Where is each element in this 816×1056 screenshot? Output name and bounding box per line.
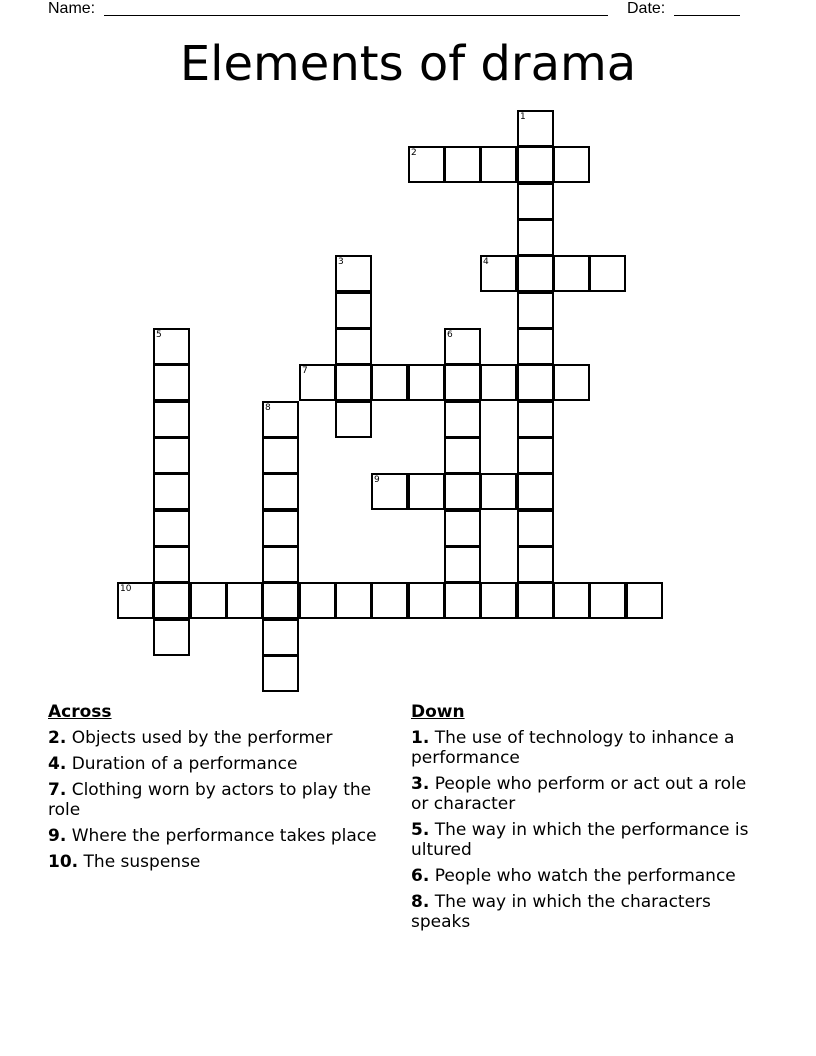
clue-number: 5 xyxy=(156,330,162,340)
clue-item xyxy=(48,780,378,820)
clue-number: 4 xyxy=(483,257,489,267)
grid-cell[interactable] xyxy=(480,146,517,183)
grid-cell[interactable] xyxy=(517,292,554,329)
grid-cell[interactable] xyxy=(589,582,626,619)
grid-cell[interactable] xyxy=(408,582,445,619)
clue-number: 10 xyxy=(120,584,132,594)
grid-cell[interactable] xyxy=(517,219,554,256)
grid-cell[interactable] xyxy=(589,255,626,292)
clue-item-number: 3. xyxy=(411,774,430,794)
grid-cell[interactable] xyxy=(408,473,445,510)
clue-item xyxy=(411,892,756,932)
grid-cell[interactable] xyxy=(517,328,554,365)
name-label: Name: xyxy=(48,0,96,17)
across-clues xyxy=(48,702,378,878)
grid-cell[interactable] xyxy=(335,255,372,292)
grid-cell[interactable] xyxy=(190,582,227,619)
grid-cell[interactable] xyxy=(335,364,372,401)
grid-cell[interactable] xyxy=(626,582,663,619)
grid-cell[interactable] xyxy=(335,582,372,619)
grid-cell[interactable] xyxy=(517,146,554,183)
grid-cell[interactable] xyxy=(444,582,481,619)
grid-cell[interactable] xyxy=(408,146,445,183)
down-heading: Down xyxy=(411,702,465,722)
grid-cell[interactable] xyxy=(153,473,190,510)
clue-item-number: 10. xyxy=(48,852,79,872)
grid-cell[interactable] xyxy=(117,582,154,619)
grid-cell[interactable] xyxy=(153,364,190,401)
clue-item-number: 1. xyxy=(411,728,430,748)
clue-item-text: The way in which the characters speaks xyxy=(411,892,711,932)
clue-item xyxy=(411,728,756,768)
grid-cell[interactable] xyxy=(480,364,517,401)
grid-cell[interactable] xyxy=(517,473,554,510)
across-heading: Across xyxy=(48,702,112,722)
grid-cell[interactable] xyxy=(153,437,190,474)
clue-item-text: Duration of a performance xyxy=(66,754,298,774)
down-clue-list xyxy=(411,728,756,932)
grid-cell[interactable] xyxy=(408,364,445,401)
grid-cell[interactable] xyxy=(553,582,590,619)
grid-cell[interactable] xyxy=(517,582,554,619)
grid-cell[interactable] xyxy=(444,364,481,401)
page-title: Elements of drama xyxy=(179,36,637,92)
across-clue-list xyxy=(48,728,378,872)
grid-cell[interactable] xyxy=(444,473,481,510)
clue-item xyxy=(411,774,756,814)
clue-item xyxy=(48,852,378,872)
clue-item xyxy=(48,826,378,846)
grid-cell[interactable] xyxy=(517,510,554,547)
grid-cell[interactable] xyxy=(480,255,517,292)
grid-cell[interactable] xyxy=(444,401,481,438)
clue-number: 3 xyxy=(338,257,344,267)
clue-item-text: People who perform or act out a role or character xyxy=(411,774,747,814)
clue-item xyxy=(48,728,378,748)
grid-cell[interactable] xyxy=(517,364,554,401)
clue-item xyxy=(411,820,756,860)
clue-item xyxy=(48,754,378,774)
grid-cell[interactable] xyxy=(444,437,481,474)
grid-cell[interactable] xyxy=(262,582,299,619)
down-clues xyxy=(411,702,756,938)
grid-cell[interactable] xyxy=(444,146,481,183)
clue-item-text: Where the performance takes place xyxy=(66,826,377,846)
grid-cell[interactable] xyxy=(335,292,372,329)
grid-cell[interactable] xyxy=(480,582,517,619)
clue-item-text: People who watch the performance xyxy=(429,866,736,886)
grid-cell[interactable] xyxy=(335,328,372,365)
grid-cell[interactable] xyxy=(262,437,299,474)
clue-item-text: The use of technology to inhance a performance xyxy=(411,728,735,768)
grid-cell[interactable] xyxy=(262,546,299,583)
clue-item-text: The suspense xyxy=(78,852,201,872)
grid-cell[interactable] xyxy=(444,328,481,365)
grid-cell[interactable] xyxy=(553,364,590,401)
grid-cell[interactable] xyxy=(262,473,299,510)
grid-cell[interactable] xyxy=(153,401,190,438)
grid-cell[interactable] xyxy=(153,546,190,583)
clue-number: 2 xyxy=(411,148,417,158)
grid-cell[interactable] xyxy=(262,401,299,438)
clue-item-text: Objects used by the performer xyxy=(66,728,333,748)
clue-item-number: 9. xyxy=(48,826,67,846)
clue-item-number: 8. xyxy=(411,892,430,912)
clue-item-number: 5. xyxy=(411,820,430,840)
grid-cell[interactable] xyxy=(517,110,554,147)
grid-cell[interactable] xyxy=(299,582,336,619)
grid-cell[interactable] xyxy=(335,401,372,438)
clue-item-number: 6. xyxy=(411,866,430,886)
clue-number: 6 xyxy=(447,330,453,340)
grid-cell[interactable] xyxy=(517,437,554,474)
grid-cell[interactable] xyxy=(153,619,190,656)
grid-cell[interactable] xyxy=(153,510,190,547)
clue-item-text: Clothing worn by actors to play the role xyxy=(48,780,372,820)
clue-item-text: The way in which the performance is ultured xyxy=(411,820,749,860)
clue-item-number: 2. xyxy=(48,728,67,748)
clue-number: 7 xyxy=(302,366,308,376)
grid-cell[interactable] xyxy=(153,582,190,619)
grid-cell[interactable] xyxy=(153,328,190,365)
grid-cell[interactable] xyxy=(299,364,336,401)
grid-cell[interactable] xyxy=(444,546,481,583)
clue-item-number: 7. xyxy=(48,780,67,800)
grid-cell[interactable] xyxy=(517,546,554,583)
clue-item-number: 4. xyxy=(48,754,67,774)
date-label: Date: xyxy=(627,0,666,17)
grid-cell[interactable] xyxy=(371,473,408,510)
grid-cell[interactable] xyxy=(553,146,590,183)
clue-number: 8 xyxy=(265,403,271,413)
grid-cell[interactable] xyxy=(262,655,299,692)
grid-cell[interactable] xyxy=(480,473,517,510)
grid-cell[interactable] xyxy=(517,183,554,220)
grid-cell[interactable] xyxy=(371,582,408,619)
grid-cell[interactable] xyxy=(226,582,263,619)
grid-cell[interactable] xyxy=(553,255,590,292)
grid-cell[interactable] xyxy=(517,401,554,438)
grid-cell[interactable] xyxy=(517,255,554,292)
clue-item xyxy=(411,866,756,886)
grid-cell[interactable] xyxy=(444,510,481,547)
clue-number: 1 xyxy=(520,112,526,122)
clue-number: 9 xyxy=(374,475,380,485)
grid-cell[interactable] xyxy=(371,364,408,401)
grid-cell[interactable] xyxy=(262,510,299,547)
grid-cell[interactable] xyxy=(262,619,299,656)
